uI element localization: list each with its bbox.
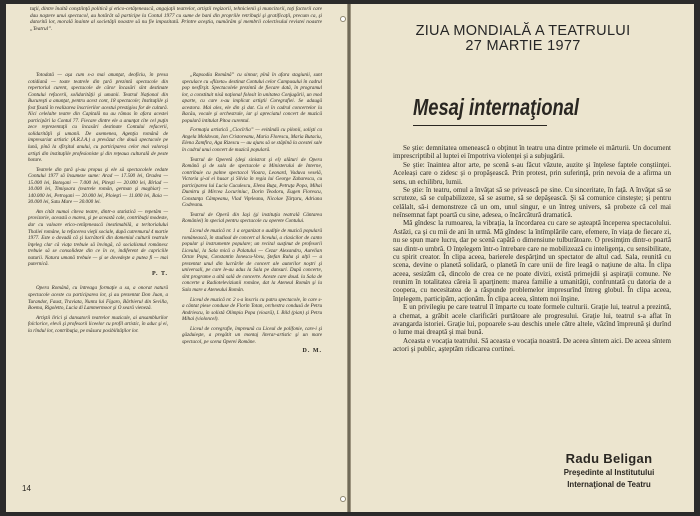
left-column-2	[182, 72, 322, 361]
intro-paragraph: tuţii, dintre înaltă conştiinţă politică şi etico-cetăţenească, angajaţii teatrelor, artiştii regizorii, tehnicienii şi muncitorii, toţi factorii care dau naştere unui spectacol, au hotărât să participe la Contul 1977 cu sume de bani din propriile retribuţii şi gratificaţii, precum ca, şi datorită lor, morală înainte al societăţii noastre să nu fie impozitată. Printre aceştia, numărăm şi membrii colectivului revistei noastre „Teatrul”.	[30, 6, 322, 32]
staple-hole	[340, 16, 346, 22]
article-paragraph: Am cităt numai cîteva teatre, dintr-o statistică — repetăm — provizorie, această o marea, şi pe această cale, contribuţii modeste, dar cu valoare etico-cetăţenească inestimabilă, a teritorialului Thaliei române, la refacerea vieţii sociale, după cutremurul 4 martie 1977. Este o dovadă că şi lucrătorii din domeniul culturii teatrale înţeleg clar că viaţa trebuie să învingă, că socialismul românesc trebuie să se consolideze din ce în ce, indiferent de capriciile naturii. Natura umană trebuie — şi se dovedeşte a putea fi — mai puternică.	[28, 208, 169, 268]
article-paragraph: „Rapsodia Română” cu sinnar, pînă în afara stagiunii, sunt speculace cu «flizeta» destinat Contului celor Campusului în cadrul pop nesfîrşit. Spectacolele prezintă de fiecare dată, în programul lor, a constituit nisă naţional folosit în unitatea Conjugării, un mod aparte, cu care s-au implicat artiştii Coregrafiei. Se adaugă acestora. Mai ales, ele din şi dat. Cu el în cadrul concertelor la Bacău, vocale şi orchestrale, iar şi apreciatul concert de muzică populară intitulat Pitoa curentul.	[182, 72, 322, 124]
message-paragraph: Se ştie: demnitatea omenească o obţinut în teatru una dintre primele ei mărturii. Un document imprescriptibil al luptei ei împotriva violenţei şi a subjugării.	[393, 144, 671, 161]
page-number: 14	[22, 484, 31, 493]
article-title: Mesaj internaţional	[413, 94, 580, 120]
author-signature	[534, 451, 684, 490]
article-paragraph: Artiştii lirici şi dansatorii teatrelor muzicale, ai ansamblurilor folclorice, elevii şi profesorii liceelor cu profil artistic, în aduc şi ei, la rîndul lor, contribuţia, pe măsura posibilităţilor lor.	[28, 314, 168, 334]
article-paragraph: Opera Română, cu întreaga formaţie a sa, a onorat natură spectacole aceste cu participarea lor, şi au prezentat Don Juan, a Turandot, Faust, Traviata, Nunta lui Figaro, Bărbierul din Sevilla, Boema, Rigoletto, Lucia di Lammermoor şi O seară vieneză.	[28, 285, 168, 312]
magazine-spread	[6, 4, 694, 512]
title-underline	[413, 125, 547, 126]
article-paragraph: Liceul de coregrafie, împreună cu Liceul de polifonie, care-i şi găzduieşte, a pregătit un montaj literar-artistic şi un mare spectacol, pe scena Operei Române.	[182, 325, 322, 345]
article-paragraph: Liceul de muzică nr. 1 a organizat o audiţie de muzică populară românească, în studioul de concert al liceului, a clasicilor de canto popular şi instrumente populare; un recital susţinut de profesorii Liceului, la Sala mică a Palatului — Cezar Alexandru, Aurelian Octav Popa, Constantin Ionescu-Vovu, Ştefan Ruha şi alţii — a prezentat unul din lucrările de concert ale autorilor noştri şi universali, pe care le-au adus la Sala pe dansuri. După concerte, sînt programe a altă sală de concerte. Aceste care doud. la Sala de concerte a Radioteleviziunii române, dat la Ateneul Român şi la Sala mare a Ateneului Român.	[182, 228, 322, 293]
author-role: Internaţional de Teatru	[567, 480, 651, 489]
headline-line: ZIUA MONDIALĂ A TEATRULUI	[415, 23, 631, 39]
message-paragraph: Se ştie: în teatru, omul a învăţat să se privească pe sine. Cu sinceritate, în faţă. A învăţat să se scruteze, să se culpabilizeze, să se asume, să se depăşească. Şi să comunice cinsteşte; şi pentru celălalt, să-i demonstreze că un om, unul singur, e un întreg univers, să probeze că cel mai neînsemnat fapt poartă cu sine, adesea, o încărcătură dramatică.	[393, 185, 671, 219]
left-column-1	[28, 72, 168, 337]
headline	[373, 24, 673, 54]
article-paragraph: Teatrele din ţară şi-au propus şi ele să spectacolele cedate Contului 1977 să însumeze sume: Arad — 17.500 lei, Oradea — 15.000 lei, Botoşani — 7.000 lei, Piteşti — 20.000 lei, Bîrlad — 10.000 lei, Timişoara (teatrele român, german şi maghiar) — 140.000 lei, Petroşani — 20.000 lei, Ploieşti — 11.000 lei, Baia — 30.000 lei, Satu Mare — 30.000 lei.	[28, 166, 168, 206]
article-paragraph: Formaţia artistică „Ciocîrlia” — evitândă cu pilonii, solişti ca Angela Moldovan, Ion Cristoreanu, Maria Florescu, Maria Butaciu, Elena Zamfira, Aga Rizescu — au ajuns să se stăpînă la acestei sale în cadrul unui concert de muzică populară.	[182, 127, 322, 154]
author-role: Preşedinte al Institutului	[563, 468, 655, 477]
message-paragraph: Mă gîndesc la rumoarea, la vibraţia, la încordarea cu care se aşteaptă începerea spectacolului. Astăzi, ca şi cu mii de ani în urmă. Mă gîndesc la întîmplările care, efemere, în viaţa de fiecare zi, nu se spun mare lucru, dar pe scenă capătă o dimensiune tulburătoare. O presimţim dintr-o poartă sau dintr-o umbră. O înţelegem într-o întrebare care ne mobilizează cu inteligenţa, cu sensibilitate, cu spirit creator. În clipa aceea, barierele despărţind un spectator de altul cad. Sala, reunită cu scena, devine o planetă solidară, o planetă în care unii de fire leagă o naţiune de alta. În clipa aceea, sesizăm că, dincolo de crea ce ne poate divizi, există primejdii şi aspiraţii comune. Ne reunim în totalitatea căreia îi aparţinem: marea familie a umanităţii, confruntată cu datoria de a coopera, cu necesitatea de a răspunde problemelor impresurînd întreg globul. În clipa aceea, înţelegem, participăm, acţionăm. În clipa aceea, sîntem noi înşine.	[393, 219, 671, 303]
author-name: Radu Beligan	[565, 451, 653, 466]
message-body	[393, 144, 671, 353]
message-paragraph: Se ştie: înaintea altor arte, pe scenă s-au făcut văzute, auzite şi înţelese faptele conştiinţei. Aceleași care o zidesc şi o propăşească. Prin protest, prin suferinţă, prin nevoia de a afirma un sens, un echilibru, lumii.	[393, 160, 671, 186]
message-paragraph: E un privilegiu pe care teatrul îl împarte cu toate formele culturii. Graţie lui, teatrul a prezintă, a chemat, a grăbit acele clarificări purtătoare ale progresului. Graţie lui, teatrul s-a aflat în avangarda istoriei. Graţie lui, popoarele s-au deschis unele către altele, văzînd împreună şi durînd o lume mai dreaptă şi mai bună.	[393, 303, 671, 337]
article-paragraph: Liceul de muzică nr. 2 s-a înscris cu patru spectacole, în care s-a cântat piese conduse de Florin Totan, orchestra condusă de Petru Andriescu, în solistă Olimpia Popa (vioară), I. Bild (pian) şi Petru Mihai (violoncel).	[182, 296, 322, 323]
article-paragraph: Teatrul de Operetă (deşi sinistrat şi el) alături de Opera Română şi de sala de spectacole a Ministerului de Interne, contribuie cu palme spectacol Vioara, Leonard, Vaduva veselă, Victoria şi-al ei husar şi Silvia în regia lui George Zaharescu, cu participarea lui Lucia Cuculescu, Elena Buţa, Petruţa Popa, Mihai Dumitru şi Mircea Locuriniuc, Dorin Teodoru, Eugen Florescu, Constanţa Câmpeanu, Vlad Viţeleanu, Nicolae Ţârţaru, Adriana Codreanu.	[182, 156, 322, 209]
author-initials: P. T.	[151, 270, 168, 277]
left-page	[6, 4, 347, 512]
staple-hole	[340, 496, 346, 502]
article-paragraph: Totodată — aşa cum s-a mai anunţat, deoficiu, în presa cotidiană — toate teatrele din ţară prezintă spectacole din repertoriul curent, spectacole de căror încasări sînt destinate Contului refacerii, solidarităţii şi umanii. Teatrul Naţional din Bucureşti a anunţat, pentru acest cont, 18 spectacole; Instituţiile şi fost fixată în realizarea înscrierilor acestui prestigios for de cultură. Nici celelalte teatre din Capitală nu au rămas în afara acestei participări la Contul 77. Fiecare dintre ele a anunţat cîte cel puţin zece reprezentaţii cu încasări destinate Contului refacerii, solidarităţii şi umanii. De asemenea, Agenţia română de impresariat artistic (A.R.I.A.) a prevăzut cîte două spectacole pe lună, pînă la sfîrşitul anului, cu participarea celor mai valoroşi artişti din instituţiile profesioniste şi din reţeaua culturală de peste hotare.	[28, 72, 168, 164]
article-paragraph: Teatrul de Operă din Iaşi (şi instituţia teatrală Cântarea României) în special pentru spectacole cu operete Contului.	[182, 211, 322, 225]
headline-date: 27 MARTIE 1977	[465, 38, 581, 54]
author-initials: D. M.	[302, 348, 322, 355]
right-page	[351, 4, 694, 512]
message-paragraph: Aceasta e vocaţia teatrului. Să aceasta e vocaţia noastră. De aceea sîntem aici. De aceea sîntem actori şi public, aşteptăm ridicarea cortinei.	[393, 336, 671, 353]
